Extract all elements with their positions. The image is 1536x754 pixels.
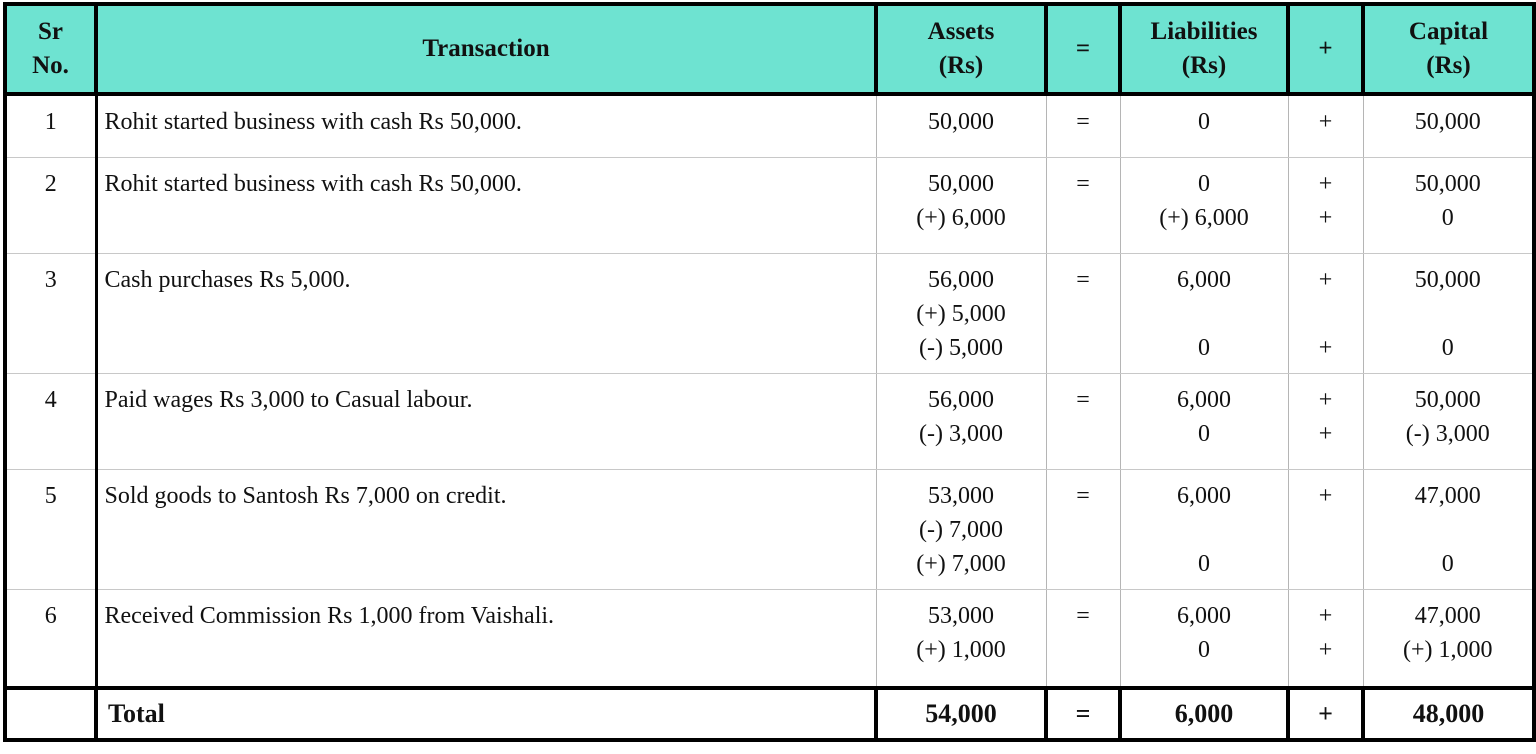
capital-change: 0 [1441, 335, 1454, 361]
plus-cell [1288, 94, 1363, 158]
header-equals: = [1046, 4, 1120, 94]
equals-cell [1046, 590, 1120, 689]
assets-change: (+) 5,000 [916, 301, 1006, 327]
table-row [5, 470, 1534, 590]
transaction-cell: Rohit started business with cash Rs 50,000. [96, 94, 876, 158]
capital-change: 0 [1441, 205, 1454, 231]
total-label: Total [96, 688, 876, 740]
assets-change: (-) 3,000 [919, 421, 1003, 447]
capital-spacer [1370, 297, 1527, 331]
plus-sign: + [1318, 387, 1333, 413]
plus-cell [1288, 470, 1363, 590]
table-row [5, 94, 1534, 158]
header-capital: Capital (Rs) [1363, 4, 1534, 94]
capital-value: 50,000 [1414, 267, 1481, 293]
table-row [5, 254, 1534, 374]
header-assets: Assets (Rs) [876, 4, 1046, 94]
equals-cell [1046, 374, 1120, 470]
transaction-cell: Paid wages Rs 3,000 to Casual labour. [96, 374, 876, 470]
assets-cell [876, 254, 1046, 374]
assets-value: 50,000 [928, 109, 994, 135]
plus-sign: + [1318, 335, 1333, 361]
plus-cell [1288, 590, 1363, 689]
accounting-equation-table-container [3, 2, 1532, 742]
assets-cell [876, 158, 1046, 254]
plus-sign: + [1318, 109, 1333, 135]
equals-sign: = [1076, 109, 1090, 135]
capital-value: 50,000 [1414, 387, 1481, 413]
capital-cell [1363, 590, 1534, 689]
liabilities-value: 6,000 [1177, 387, 1231, 413]
plus-sign: + [1318, 171, 1333, 197]
table-row [5, 590, 1534, 689]
header-sr-no: Sr No. [5, 4, 96, 94]
total-plus-sign: + [1288, 688, 1363, 740]
equals-sign: = [1076, 603, 1090, 629]
header-transaction: Transaction [96, 4, 876, 94]
capital-value: 50,000 [1414, 171, 1481, 197]
table-row [5, 374, 1534, 470]
liabilities-change: 0 [1198, 335, 1210, 361]
liabilities-change: 0 [1198, 421, 1210, 447]
liabilities-cell [1120, 94, 1288, 158]
plus-sign: + [1318, 637, 1333, 663]
liabilities-change: 0 [1198, 551, 1210, 577]
liabilities-spacer [1127, 297, 1282, 331]
assets-cell [876, 590, 1046, 689]
liabilities-cell [1120, 590, 1288, 689]
assets-change: (-) 7,000 [919, 517, 1003, 543]
liabilities-change: 0 [1198, 637, 1210, 663]
equals-sign: = [1076, 171, 1090, 197]
equals-cell [1046, 94, 1120, 158]
liabilities-value: 6,000 [1177, 483, 1231, 509]
plus-sign: + [1318, 603, 1333, 629]
total-sr-no-cell [5, 688, 96, 740]
liabilities-value: 0 [1198, 109, 1210, 135]
sr-no-cell: 3 [5, 254, 96, 374]
plus-sign: + [1318, 205, 1333, 231]
plus-cell [1288, 158, 1363, 254]
sr-no-cell: 1 [5, 94, 96, 158]
capital-cell [1363, 158, 1534, 254]
total-liabilities: 6,000 [1120, 688, 1288, 740]
equals-cell [1046, 254, 1120, 374]
header-plus: + [1288, 4, 1363, 94]
capital-value: 47,000 [1414, 603, 1481, 629]
capital-cell [1363, 470, 1534, 590]
liabilities-value: 6,000 [1177, 267, 1231, 293]
liabilities-change: (+) 6,000 [1159, 205, 1249, 231]
capital-change: 0 [1441, 551, 1454, 577]
sr-no-cell: 2 [5, 158, 96, 254]
transaction-cell: Rohit started business with cash Rs 50,000. [96, 158, 876, 254]
assets-change: (-) 5,000 [919, 335, 1003, 361]
plus-cell [1288, 374, 1363, 470]
liabilities-spacer [1127, 513, 1282, 547]
transaction-cell: Sold goods to Santosh Rs 7,000 on credit. [96, 470, 876, 590]
transaction-cell: Received Commission Rs 1,000 from Vaishali. [96, 590, 876, 689]
plus-sign: + [1318, 483, 1333, 509]
assets-value: 53,000 [928, 603, 994, 629]
liabilities-value: 6,000 [1177, 603, 1231, 629]
liabilities-value: 0 [1198, 171, 1210, 197]
accounting-equation-table [3, 2, 1536, 742]
assets-value: 56,000 [928, 387, 994, 413]
liabilities-cell [1120, 158, 1288, 254]
capital-cell [1363, 374, 1534, 470]
table-row [5, 158, 1534, 254]
capital-cell [1363, 94, 1534, 158]
sr-no-cell: 4 [5, 374, 96, 470]
capital-value: 47,000 [1414, 483, 1481, 509]
plus-cell [1288, 254, 1363, 374]
assets-cell [876, 374, 1046, 470]
liabilities-cell [1120, 374, 1288, 470]
transaction-cell: Cash purchases Rs 5,000. [96, 254, 876, 374]
total-capital: 48,000 [1363, 688, 1534, 740]
assets-change: (+) 7,000 [916, 551, 1006, 577]
sr-no-cell: 6 [5, 590, 96, 689]
equals-sign: = [1076, 387, 1090, 413]
assets-change: (+) 6,000 [916, 205, 1006, 231]
plus-sign: + [1318, 267, 1333, 293]
capital-cell [1363, 254, 1534, 374]
capital-value: 50,000 [1414, 109, 1481, 135]
header-row [5, 4, 1534, 94]
plus-sign: + [1318, 421, 1333, 447]
assets-cell [876, 470, 1046, 590]
liabilities-cell [1120, 470, 1288, 590]
liabilities-cell [1120, 254, 1288, 374]
assets-value: 53,000 [928, 483, 994, 509]
header-liabilities: Liabilities (Rs) [1120, 4, 1288, 94]
plus-spacer [1295, 297, 1357, 331]
capital-spacer [1370, 513, 1527, 547]
equals-sign: = [1076, 267, 1090, 293]
capital-change: (+) 1,000 [1402, 637, 1493, 663]
assets-value: 56,000 [928, 267, 994, 293]
equals-cell [1046, 470, 1120, 590]
capital-change: (-) 3,000 [1405, 421, 1490, 447]
assets-value: 50,000 [928, 171, 994, 197]
assets-change: (+) 1,000 [916, 637, 1006, 663]
assets-cell [876, 94, 1046, 158]
total-row [5, 688, 1534, 740]
equals-sign: = [1076, 483, 1090, 509]
total-equals-sign: = [1046, 688, 1120, 740]
equals-cell [1046, 158, 1120, 254]
total-assets: 54,000 [876, 688, 1046, 740]
sr-no-cell: 5 [5, 470, 96, 590]
